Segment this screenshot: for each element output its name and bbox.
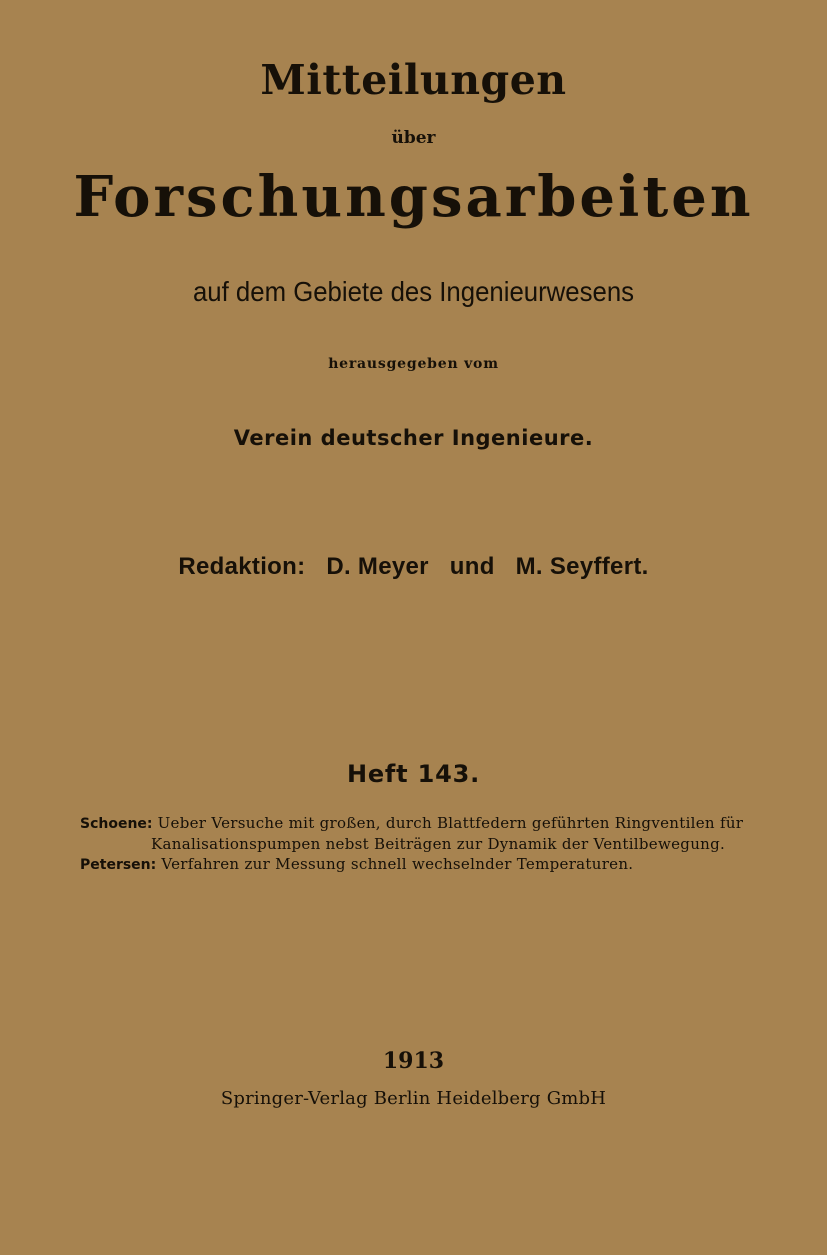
title-ueber: über <box>391 128 436 148</box>
editor-seyffert: M. Seyffert. <box>515 553 649 580</box>
editor-meyer: D. Meyer <box>326 553 429 580</box>
table-of-contents <box>80 813 770 875</box>
contents-entry <box>80 854 770 875</box>
title-forschungsarbeiten: Forschungsarbeiten <box>73 164 754 230</box>
redaktion-label: Redaktion: <box>178 553 306 580</box>
entry-author: Schoene: <box>80 816 153 832</box>
subtitle: auf dem Gebiete des Ingenieurwesens <box>192 276 635 307</box>
society-name: Verein deutscher Ingenieure. <box>233 426 594 450</box>
redaktion-conjunction: und <box>449 553 495 580</box>
entry-title-line: Kanalisationspumpen nebst Beiträgen zur Dynamik der Ventilbewegung. <box>151 835 726 853</box>
entry-title-line: Verfahren zur Messung schnell wechselnder Temperaturen. <box>161 855 634 873</box>
entry-title-line: Ueber Versuche mit großen, durch Blattfedern geführten Ringventilen für <box>157 814 744 832</box>
publisher: Springer-Verlag Berlin Heidelberg GmbH <box>220 1088 607 1109</box>
editor-intro: herausgegeben vom <box>328 356 499 372</box>
entry-author: Petersen: <box>80 857 157 873</box>
title-mitteilungen: Mitteilungen <box>260 56 567 104</box>
issue-number: Heft 143. <box>346 760 481 788</box>
contents-entry <box>80 813 770 854</box>
redaktion-line <box>0 553 827 581</box>
publication-year: 1913 <box>382 1048 445 1074</box>
